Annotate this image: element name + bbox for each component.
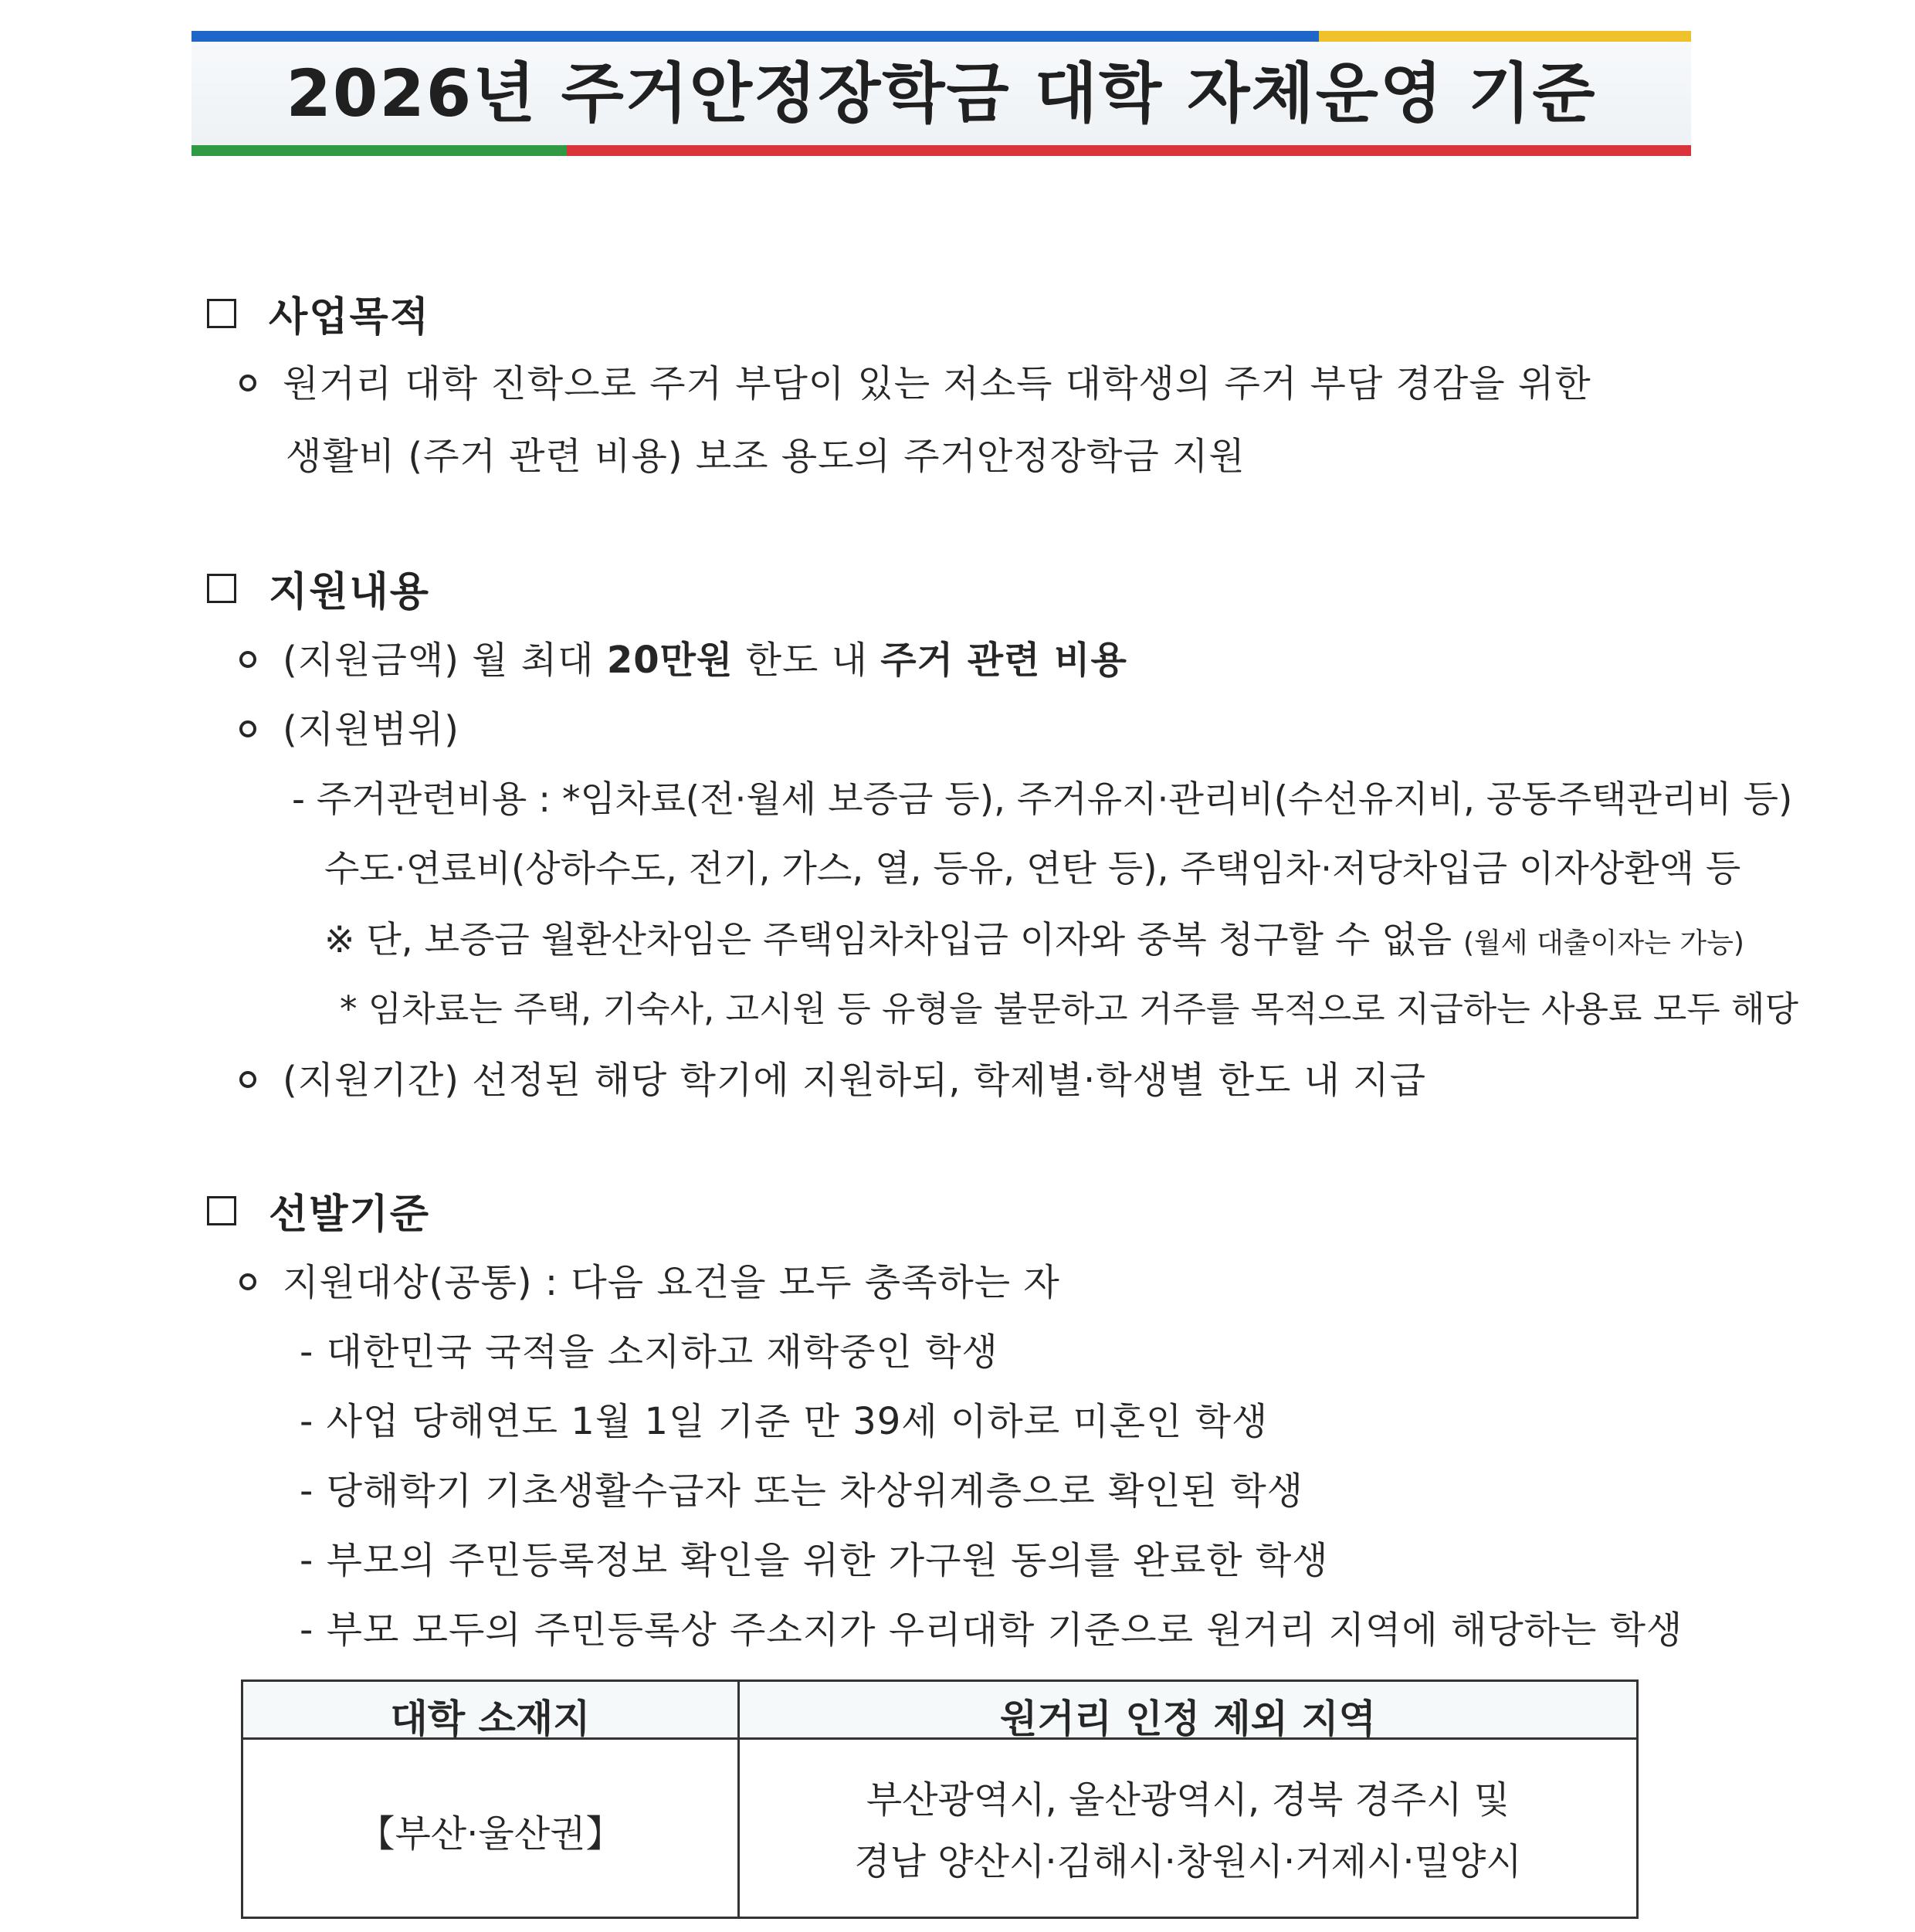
section-title: 지원내용: [269, 569, 430, 615]
criteria-item: - 부모 모두의 주민등록상 주소지가 우리대학 기준으로 원거리 지역에 해당하는 학생: [300, 1608, 1683, 1652]
checkbox-square-icon: [207, 299, 236, 328]
scope-detail-line-2: 수도·연료비(상하수도, 전기, 가스, 열, 등유, 연탄 등), 주택임차·저당차입금 이자상환액 등: [324, 848, 1741, 890]
region-table: [241, 1679, 1639, 1919]
purpose-line-1: 원거리 대학 진학으로 주거 부담이 있는 저소득 대학생의 주거 부담 경감을 위한: [239, 354, 1591, 407]
section-selection-heading: [207, 1181, 430, 1239]
circle-bullet-icon: [239, 375, 256, 391]
selection-target-line: 지원대상(공통) : 다음 요건을 모두 충족하는 자: [239, 1252, 1060, 1306]
section-title: 선발기준: [269, 1191, 430, 1238]
blue-rule: [192, 31, 1319, 42]
table-header-excluded: 원거리 인정 제외 지역: [1000, 1696, 1376, 1741]
criteria-item: - 당해학기 기초생활수급자 또는 차상위계층으로 확인된 학생: [300, 1469, 1304, 1513]
circle-bullet-icon: [239, 720, 256, 737]
title-banner: [192, 31, 1691, 156]
scope-note: ※ 단, 보증금 월환산차임은 주택임차차입금 이자와 중복 청구할 수 없음 (월세 대출이자는 가능): [324, 919, 1744, 961]
purpose-line-2: 생활비 (주거 관련 비용) 보조 용도의 주거안정장학금 지원: [286, 435, 1246, 478]
circle-bullet-icon: [239, 1071, 256, 1088]
page-title: 2026년 주거안정장학금 대학 자체운영 기준: [286, 56, 1597, 131]
criteria-item: - 대한민국 국적을 소지하고 재학중인 학생: [300, 1330, 998, 1374]
red-rule: [567, 145, 1691, 156]
section-title: 사업목적: [269, 294, 430, 341]
circle-bullet-icon: [239, 1273, 256, 1290]
table-cell-excluded-line-1: 부산광역시, 울산광역시, 경북 경주시 및: [866, 1778, 1510, 1822]
scope-footnote: * 임차료는 주택, 기숙사, 고시원 등 유형을 불문하고 거주를 목적으로 지급하는 사용료 모두 해당: [340, 988, 1798, 1029]
section-purpose-heading: [207, 284, 430, 342]
table-cell-location: 【부산·울산권】: [358, 1812, 623, 1856]
section-support-heading: [207, 559, 430, 617]
support-scope-line: (지원범위): [239, 700, 459, 753]
yellow-rule: [1319, 31, 1691, 42]
checkbox-square-icon: [207, 1196, 236, 1225]
table-header-location: 대학 소재지: [390, 1696, 591, 1741]
support-period-line: (지원기간) 선정된 해당 학기에 지원하되, 학제별·학생별 한도 내 지급: [239, 1050, 1426, 1103]
scope-detail-line-1: - 주거관련비용 : *임차료(전·월세 보증금 등), 주거유지·관리비(수선유지비, 공동주택관리비 등): [292, 778, 1793, 821]
criteria-item: - 사업 당해연도 1월 1일 기준 만 39세 이하로 미혼인 학생: [300, 1400, 1269, 1443]
green-rule: [192, 145, 567, 156]
criteria-item: - 부모의 주민등록정보 확인을 위한 가구원 동의를 완료한 학생: [300, 1539, 1329, 1582]
table-cell-excluded-line-2: 경남 양산시·김해시·창원시·거제시·밀양시: [854, 1840, 1522, 1883]
circle-bullet-icon: [239, 651, 256, 668]
support-amount-line: (지원금액) 월 최대 20만원 한도 내 주거 관련 비용: [239, 630, 1127, 683]
checkbox-square-icon: [207, 574, 236, 603]
